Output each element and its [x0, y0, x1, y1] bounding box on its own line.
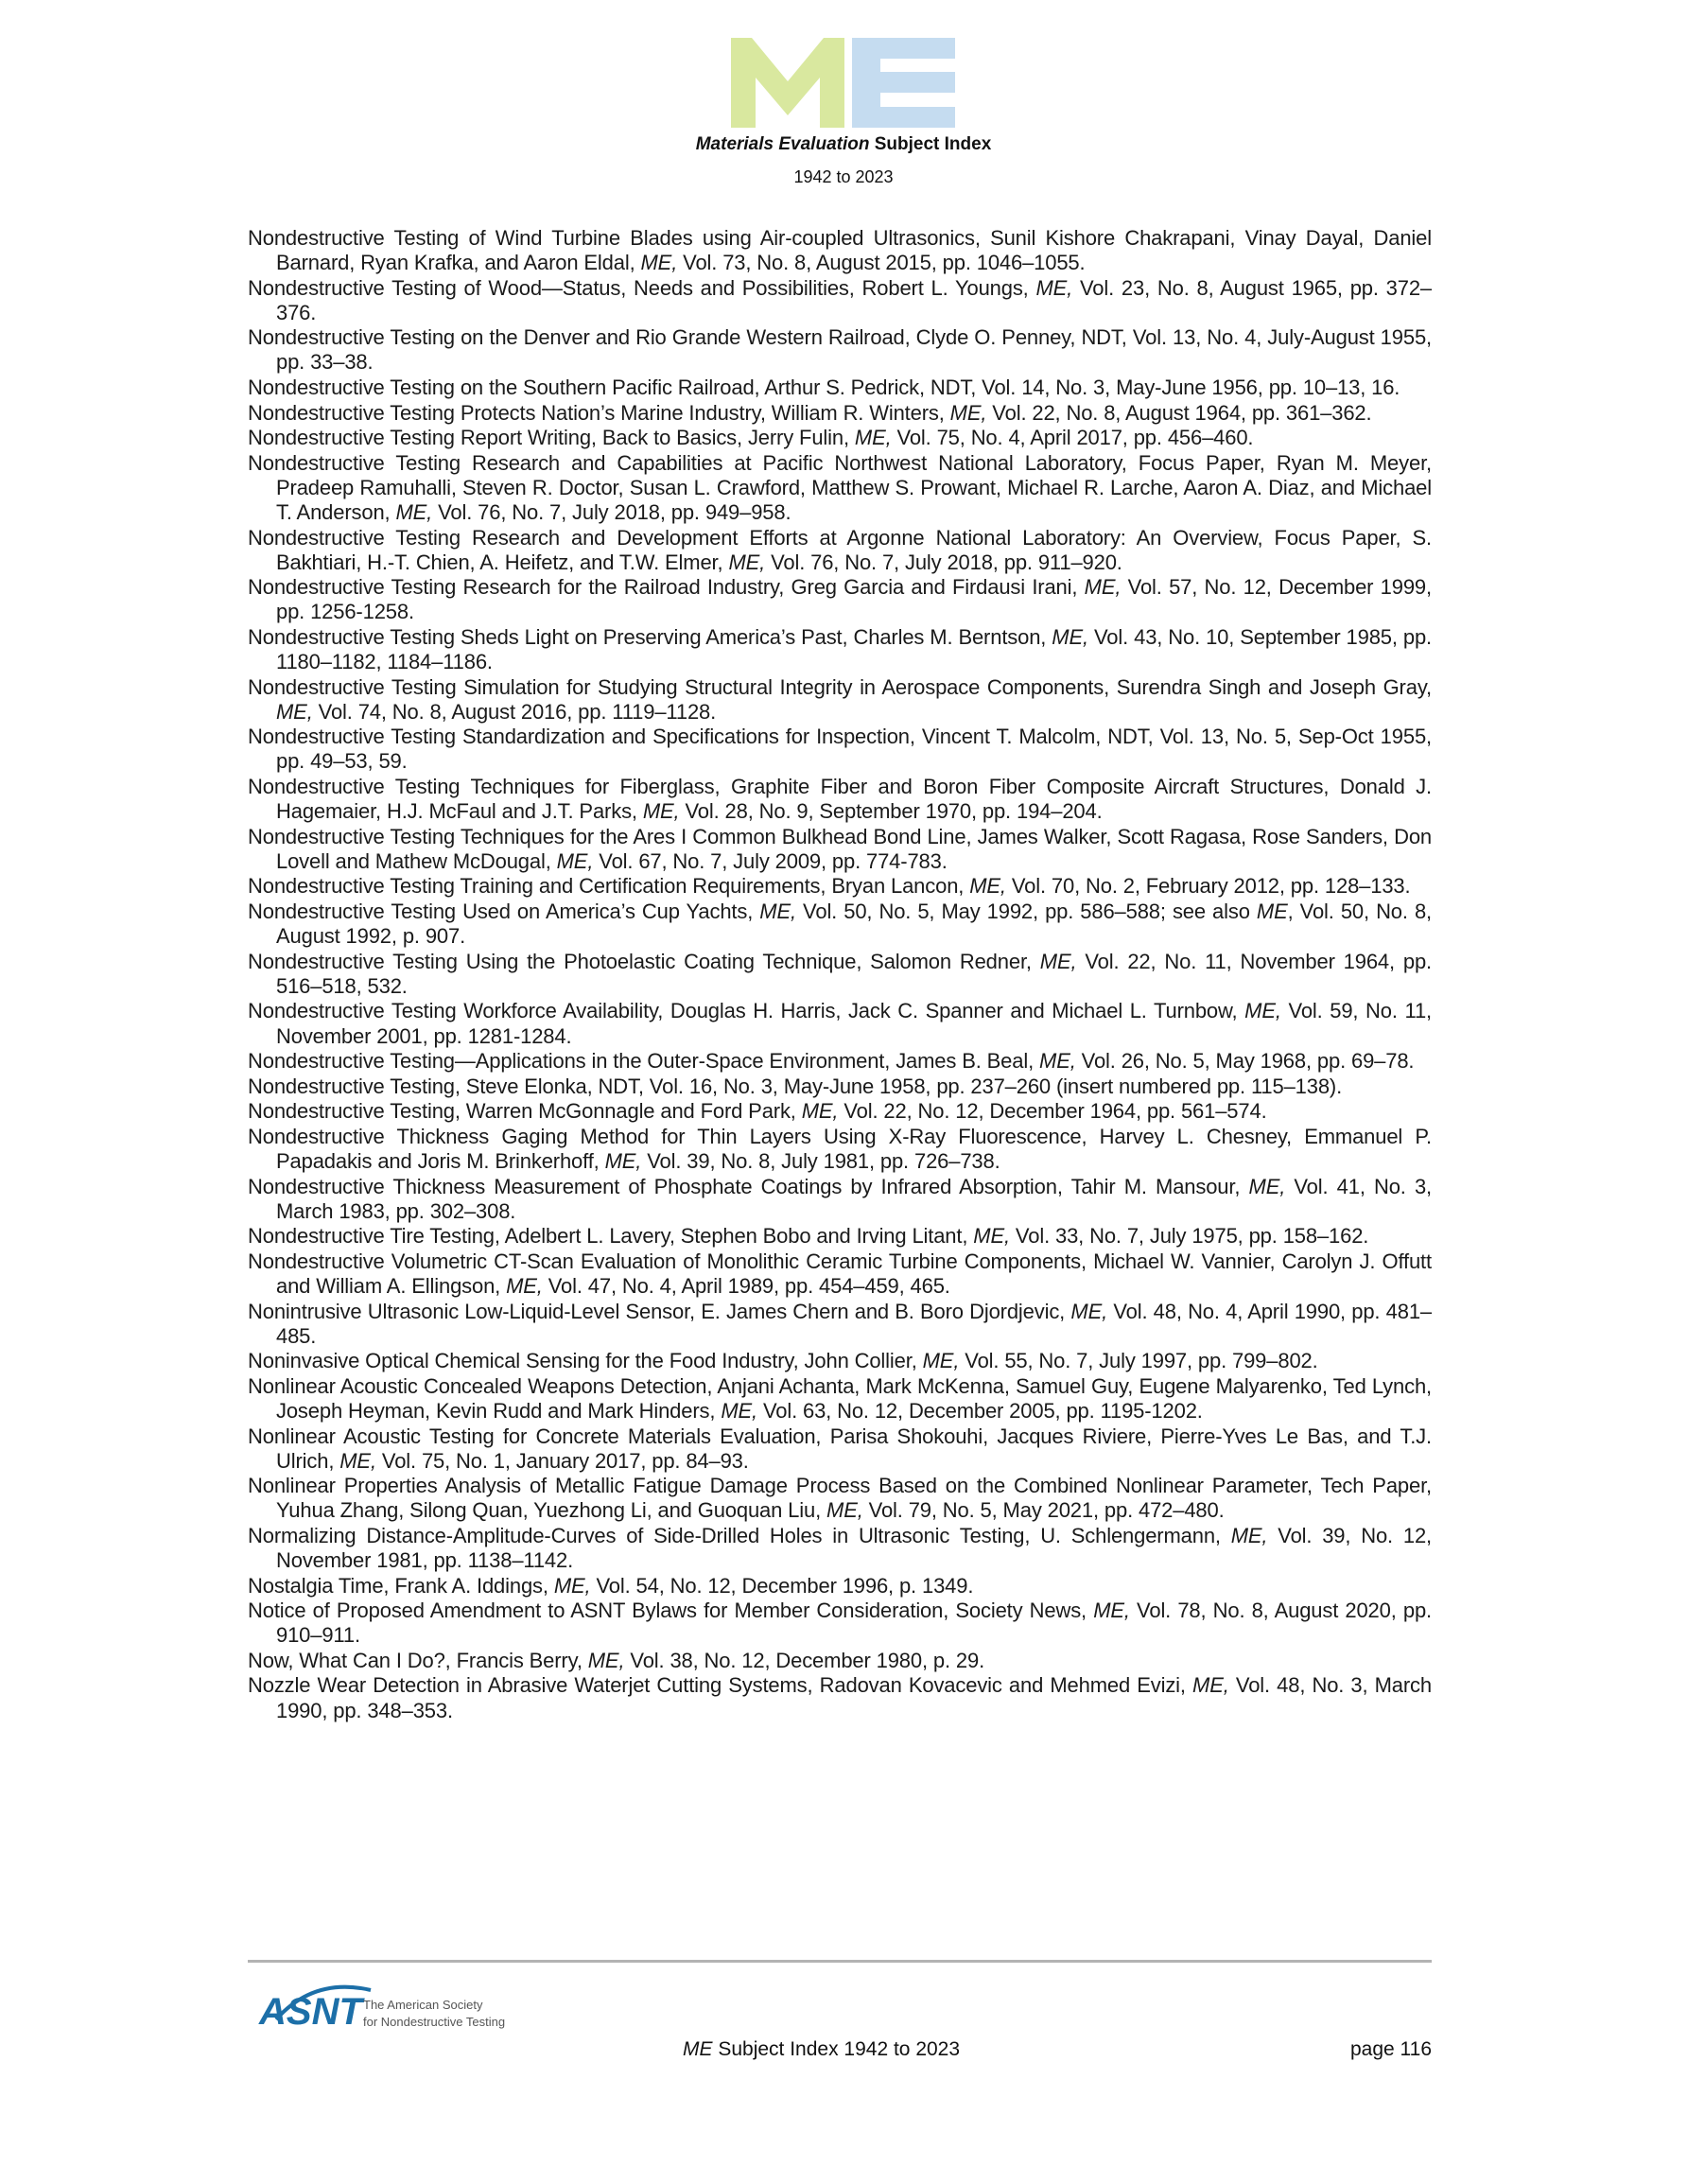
- footer-divider: [248, 1960, 1432, 1963]
- entry-text: Vol. 76, No. 7, July 2018, pp. 911–920.: [765, 550, 1122, 574]
- index-entry: [248, 950, 1432, 999]
- entry-text: Vol. 22, No. 8, August 1964, pp. 361–362.: [986, 400, 1372, 425]
- index-entry: [248, 775, 1432, 824]
- entry-text: Nondestructive Testing Using the Photoelastic Coating Technique, Salomon Redner,: [248, 949, 1040, 973]
- entry-text: Nondestructive Testing Research for the Railroad Industry, Greg Garcia and Firdausi Irani,: [248, 575, 1085, 600]
- entry-journal: ME,: [604, 1148, 642, 1173]
- entry-journal: ME,: [922, 1349, 960, 1373]
- entry-journal: ME,: [1244, 999, 1281, 1023]
- entry-text: Vol. 33, No. 7, July 1975, pp. 158–162.: [1009, 1224, 1369, 1249]
- entry-text: Notice of Proposed Amendment to ASNT Bylaws for Member Consideration, Society News,: [248, 1599, 1094, 1623]
- index-entry: [248, 1075, 1432, 1099]
- entry-text: Nondestructive Testing on the Southern Pacific Railroad, Arthur S. Pedrick, NDT, Vol. 14, No. 3, May-June 1956, pp. 10–13, 16.: [248, 376, 1400, 400]
- entry-text: Nondestructive Testing Simulation for Studying Structural Integrity in Aerospace Components, Surendra Singh and Joseph Gray,: [248, 674, 1432, 699]
- entry-journal: ME,: [854, 426, 892, 450]
- logo-letter-m: [731, 38, 844, 128]
- entry-journal: ME,: [556, 848, 594, 873]
- entry-journal: ME,: [728, 550, 766, 574]
- entry-journal: ME,: [759, 900, 796, 924]
- entry-text: Nondestructive Testing Research and Capabilities at Pacific Northwest National Laboratory, Focus Paper, Ryan M. Meyer, Pradeep Ramuhalli, Steven R. Doctor, Susan L. Crawford, Matthew S. Prowant, Michael R. Larche, Aaron A. Diaz, and Michael T. Anderson,: [248, 450, 1432, 525]
- entry-journal: ME,: [587, 1648, 625, 1672]
- entry-text: Nondestructive Testing, Warren McGonnagle and Ford Park,: [248, 1099, 802, 1124]
- entry-text: Vol. 54, No. 12, December 1996, p. 1349.: [590, 1573, 974, 1598]
- index-entry: [248, 1374, 1432, 1424]
- entry-text: Nondestructive Testing Workforce Availability, Douglas H. Harris, Jack C. Spanner and Michael L. Turnbow,: [248, 999, 1245, 1023]
- asnt-logo: [257, 1977, 513, 2043]
- entry-text: Vol. 78, No. 8, August 2020, pp. 910–911.: [276, 1599, 1432, 1648]
- index-entry: [248, 526, 1432, 575]
- index-entry: [248, 1673, 1432, 1722]
- entry-journal: ME,: [1084, 575, 1122, 600]
- index-entry: [248, 426, 1432, 450]
- index-entry: [248, 999, 1432, 1048]
- entry-text: Vol. 39, No. 8, July 1981, pp. 726–738.: [641, 1148, 1000, 1173]
- index-title: Materials Evaluation Subject Index: [695, 134, 992, 154]
- entry-journal: ME,: [1230, 1523, 1268, 1547]
- entry-text: Vol. 28, No. 9, September 1970, pp. 194–204.: [679, 799, 1103, 824]
- index-entry: [248, 451, 1432, 525]
- entry-text: Nondestructive Testing Protects Nation’s Marine Industry, William R. Winters,: [248, 400, 950, 425]
- entry-text: Nondestructive Thickness Measurement of Phosphate Coatings by Infrared Absorption, Tahir M. Mansour,: [248, 1174, 1249, 1198]
- index-entry: [248, 625, 1432, 674]
- index-entry: [248, 401, 1432, 426]
- entry-text: Nondestructive Testing Research and Development Efforts at Argonne National Laboratory: An Overview, Focus Paper, S. Bakhtiari, H.-T. Chien, A. Heifetz, and T.W. Elmer,: [248, 525, 1432, 574]
- entry-journal: ME,: [506, 1273, 543, 1298]
- index-years: 1942 to 2023: [793, 167, 894, 186]
- entry-journal: ME,: [1192, 1673, 1229, 1698]
- entry-text: Nonintrusive Ultrasonic Low-Liquid-Level Sensor, E. James Chern and B. Boro Djordjevic,: [248, 1299, 1071, 1323]
- entry-journal: ME,: [642, 799, 680, 824]
- entry-journal: ME,: [1039, 949, 1077, 973]
- entry-text: Noninvasive Optical Chemical Sensing for the Food Industry, John Collier,: [248, 1349, 923, 1373]
- entry-text: Vol. 74, No. 8, August 2016, pp. 1119–1128.: [312, 699, 717, 724]
- asnt-name-line2: for Nondestructive Testing: [363, 2015, 506, 2029]
- entry-text: Vol. 63, No. 12, December 2005, pp. 1195-1202.: [757, 1398, 1203, 1423]
- entry-text: Vol. 23, No. 8, August 1965, pp. 372–376.: [276, 275, 1433, 324]
- asnt-name-line1: The American Society: [363, 1998, 483, 2012]
- entry-journal: ME,: [339, 1448, 376, 1473]
- index-entry: [248, 575, 1432, 624]
- entry-text: Vol. 73, No. 8, August 2015, pp. 1046–1055.: [677, 251, 1086, 275]
- entry-text: Vol. 41, No. 3, March 1983, pp. 302–308.: [276, 1174, 1433, 1223]
- me-logo: [731, 38, 955, 128]
- logo-letter-e: [852, 38, 955, 128]
- entry-journal: ME,: [395, 500, 433, 525]
- index-entry: [248, 874, 1432, 899]
- entry-journal: ME,: [553, 1573, 591, 1598]
- entry-journal: ME,: [1039, 1049, 1076, 1074]
- index-entry: [248, 725, 1432, 774]
- index-entry: [248, 1474, 1432, 1523]
- entry-text: Vol. 38, No. 12, December 1980, p. 29.: [624, 1648, 985, 1672]
- index-entry: [248, 1524, 1432, 1573]
- index-entry: [248, 1099, 1432, 1124]
- entry-text: Vol. 79, No. 5, May 2021, pp. 472–480.: [862, 1498, 1225, 1523]
- entry-text: , Vol. 50, No. 8, August 1992, p. 907.: [276, 900, 1432, 949]
- entry-text: Vol. 48, No. 3, March 1990, pp. 348–353.: [276, 1673, 1432, 1722]
- entry-text: Nondestructive Testing Training and Certification Requirements, Bryan Lancon,: [248, 874, 970, 899]
- index-entry: [248, 376, 1432, 400]
- entry-text: Nondestructive Testing Techniques for the Ares I Common Bulkhead Bond Line, James Walker, Scott Ragasa, Rose Sanders, Don Lovell and Mathew McDougal,: [248, 824, 1432, 873]
- index-entry: [248, 226, 1432, 275]
- index-entry-list: [248, 226, 1432, 1723]
- index-entry: [248, 1599, 1432, 1648]
- entry-text: Now, What Can I Do?, Francis Berry,: [248, 1648, 588, 1672]
- entry-text: Nozzle Wear Detection in Abrasive Waterjet Cutting Systems, Radovan Kovacevic and Mehmed Evizi,: [248, 1673, 1193, 1698]
- entry-journal: ME,: [801, 1099, 839, 1124]
- asnt-wordmark: ASNT: [259, 1991, 362, 2033]
- entry-text: Vol. 22, No. 12, December 1964, pp. 561–574.: [838, 1099, 1267, 1124]
- entry-text: Nondestructive Testing of Wind Turbine Blades using Air-coupled Ultrasonics, Sunil Kishore Chakrapani, Vinay Dayal, Daniel Barnard, Ryan Krafka, and Aaron Eldal,: [248, 226, 1432, 275]
- index-entry: [248, 1125, 1432, 1174]
- index-entry: [248, 1249, 1432, 1299]
- entry-text: Vol. 39, No. 12, November 1981, pp. 1138–1142.: [276, 1523, 1432, 1572]
- entry-text: Vol. 48, No. 4, April 1990, pp. 481–485.: [276, 1299, 1432, 1348]
- index-entry: [248, 325, 1432, 375]
- entry-journal: ME,: [973, 1224, 1010, 1249]
- entry-journal: ME,: [826, 1498, 863, 1523]
- entry-text: Nondestructive Volumetric CT-Scan Evaluation of Monolithic Ceramic Turbine Components, Michael W. Vannier, Carolyn J. Offutt and William A. Ellingson,: [248, 1249, 1432, 1298]
- entry-text: Nondestructive Tire Testing, Adelbert L. Lavery, Stephen Bobo and Irving Litant,: [248, 1224, 974, 1249]
- index-entry: [248, 1574, 1432, 1599]
- entry-text: Vol. 26, No. 5, May 1968, pp. 69–78.: [1075, 1049, 1415, 1074]
- entry-text: Nondestructive Thickness Gaging Method for Thin Layers Using X-Ray Fluorescence, Harvey L. Chesney, Emmanuel P. Papadakis and Joris M. Brinkerhoff,: [248, 1124, 1432, 1173]
- index-entry: [248, 1049, 1432, 1074]
- index-entry: [248, 1424, 1432, 1474]
- index-entry: [248, 825, 1432, 874]
- entry-journal: ME,: [640, 251, 678, 275]
- entry-journal: ME,: [949, 400, 987, 425]
- entry-text: Nondestructive Testing Techniques for Fiberglass, Graphite Fiber and Boron Fiber Composite Aircraft Structures, Donald J. Hagemaier, H.J. McFaul and J.T. Parks,: [248, 775, 1432, 824]
- entry-text: Vol. 50, No. 5, May 1992, pp. 586–588; see also: [795, 900, 1257, 924]
- entry-text: Normalizing Distance-Amplitude-Curves of Side-Drilled Holes in Ultrasonic Testing, U. Schlengermann,: [248, 1523, 1231, 1547]
- entry-text: Nostalgia Time, Frank A. Iddings,: [248, 1573, 554, 1598]
- entry-journal: ME,: [1052, 625, 1088, 649]
- entry-text: Nondestructive Testing on the Denver and Rio Grande Western Railroad, Clyde O. Penney, NDT, Vol. 13, No. 4, July-August 1955, pp. 33–38.: [248, 325, 1432, 375]
- entry-journal: ME: [1256, 900, 1288, 924]
- entry-journal: ME,: [1035, 275, 1073, 300]
- entry-text: Vol. 43, No. 10, September 1985, pp. 1180–1182, 1184–1186.: [276, 625, 1432, 674]
- entry-journal: ME,: [721, 1398, 757, 1423]
- index-entry: [248, 675, 1432, 725]
- entry-text: Nondestructive Testing Report Writing, Back to Basics, Jerry Fulin,: [248, 426, 855, 450]
- entry-journal: ME,: [1070, 1299, 1108, 1323]
- entry-text: Nondestructive Testing Standardization and Specifications for Inspection, Vincent T. Malcolm, NDT, Vol. 13, No. 5, Sep-Oct 1955, pp. 49–53, 59.: [248, 725, 1432, 774]
- index-entry: [248, 900, 1432, 949]
- index-entry: [248, 276, 1432, 325]
- entry-text: Nondestructive Testing of Wood—Status, Needs and Possibilities, Robert L. Youngs,: [248, 275, 1036, 300]
- entry-text: Nondestructive Testing Used on America’s Cup Yachts,: [248, 900, 760, 924]
- entry-text: Nondestructive Testing—Applications in the Outer-Space Environment, James B. Beal,: [248, 1049, 1040, 1074]
- entry-text: Vol. 75, No. 1, January 2017, pp. 84–93.: [375, 1448, 749, 1473]
- entry-text: Nondestructive Testing Sheds Light on Preserving America’s Past, Charles M. Berntson,: [248, 625, 1052, 649]
- index-entry: [248, 1349, 1432, 1373]
- entry-text: Vol. 67, No. 7, July 2009, pp. 774-783.: [593, 848, 948, 873]
- index-entry: [248, 1300, 1432, 1349]
- entry-journal: ME,: [1248, 1174, 1286, 1198]
- entry-text: Nondestructive Testing, Steve Elonka, NDT, Vol. 16, No. 3, May-June 1958, pp. 237–260 (insert numbered pp. 115–138).: [248, 1074, 1343, 1098]
- entry-text: Vol. 57, No. 12, December 1999, pp. 1256-1258.: [276, 575, 1432, 624]
- entry-text: Vol. 59, No. 11, November 2001, pp. 1281-1284.: [276, 999, 1432, 1048]
- entry-text: Vol. 75, No. 4, April 2017, pp. 456–460.: [891, 426, 1254, 450]
- entry-text: Vol. 76, No. 7, July 2018, pp. 949–958.: [432, 500, 791, 525]
- index-entry: [248, 1224, 1432, 1249]
- entry-text: Nonlinear Properties Analysis of Metallic Fatigue Damage Process Based on the Combined Nonlinear Parameter, Tech Paper, Yuhua Zhang, Silong Quan, Yuezhong Li, and Guoquan Liu,: [248, 1474, 1432, 1523]
- entry-journal: ME,: [276, 699, 313, 724]
- entry-text: Nonlinear Acoustic Concealed Weapons Detection, Anjani Achanta, Mark McKenna, Samuel Guy, Eugene Malyarenko, Ted Lynch, Joseph Heyman, Kevin Rudd and Mark Hinders,: [248, 1373, 1432, 1423]
- entry-journal: ME,: [969, 874, 1006, 899]
- page-number: page 116: [1349, 2038, 1432, 2060]
- index-entry: [248, 1175, 1432, 1224]
- entry-text: Vol. 47, No. 4, April 1989, pp. 454–459, 465.: [542, 1273, 950, 1298]
- entry-text: Vol. 55, No. 7, July 1997, pp. 799–802.: [959, 1349, 1318, 1373]
- entry-text: Vol. 70, No. 2, February 2012, pp. 128–133.: [1005, 874, 1411, 899]
- entry-text: Vol. 22, No. 11, November 1964, pp. 516–518, 532.: [276, 949, 1432, 998]
- entry-journal: ME,: [1093, 1599, 1130, 1623]
- entry-text: Nonlinear Acoustic Testing for Concrete Materials Evaluation, Parisa Shokouhi, Jacques Riviere, Pierre-Yves Le Bas, and T.J. Ulrich,: [248, 1424, 1432, 1473]
- footer-index-title: ME Subject Index 1942 to 2023: [683, 2038, 961, 2060]
- index-entry: [248, 1649, 1432, 1673]
